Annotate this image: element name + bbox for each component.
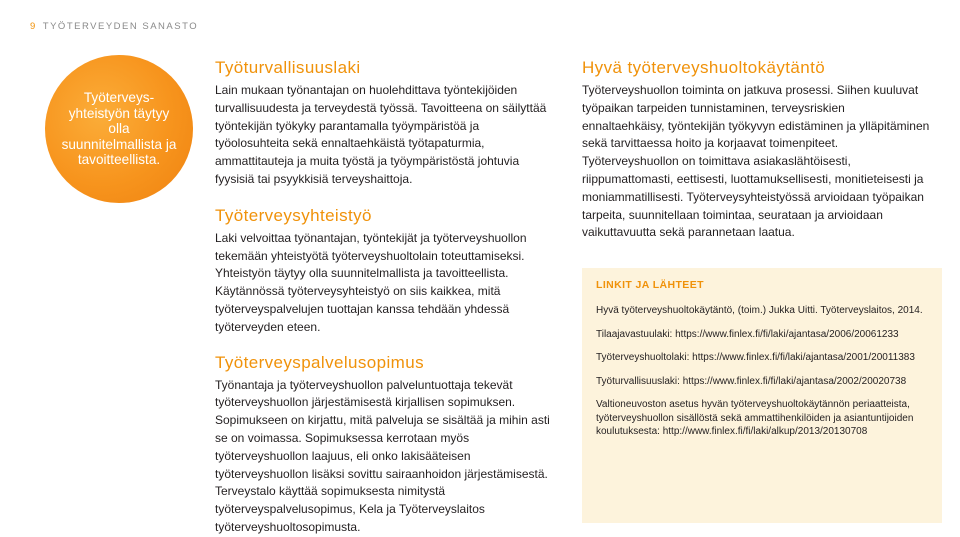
page-header bbox=[30, 21, 198, 32]
heading-tyoturvallisuuslaki: Työturvallisuuslaki bbox=[215, 58, 361, 77]
right-column bbox=[582, 58, 930, 242]
link-item-tyoturvallisuuslaki[interactable]: Työturvallisuuslaki: https://www.finlex.fi/fi/laki/ajantasa/2002/20020738 bbox=[596, 375, 907, 387]
link-item-tyoterveyshuoltolaki[interactable]: Työterveyshuoltolaki: https://www.finlex.fi/fi/laki/ajantasa/2001/20011383 bbox=[596, 352, 915, 363]
links-list bbox=[596, 304, 936, 449]
highlight-circle bbox=[45, 55, 193, 203]
body-tyoturvallisuuslaki: Lain mukaan työnantajan on huolehdittava työntekijöiden turvallisuudesta ja terveydestä työssä. Tavoitteena on säilyttää työntekijän työkyky parantamalla työympäristöä ja työolosuhteita sekä ennaltaehkäistä työtapaturmia, ammattitauteja ja muita työstä ja työympäristöstä johtuvia fyysisiä tai psyykkisiä terveyshaittoja. bbox=[215, 83, 547, 186]
highlight-text: Työterveys-yhteistyön täytyy olla suunnitelmallista ja tavoitteellista. bbox=[61, 90, 177, 168]
body-tyoterveyspalvelusopimus: Työnantaja ja työterveyshuollon palveluntuottaja tekevät työterveyshuollon järjestämisestä kirjallisen sopimuksen. Sopimukseen on kirjattu, mitä palveluja se sisältää ja mihin asti se on voimassa. Sopimuksessa kerrotaan myös työterveyshuollon laajuus, eli onko lakisääteisen työterveyshuollon lisäksi sovittu sairaanhoidon järjestämisestä. Terveystalo käyttää sopimuksesta nimitystä työterveyspalvelusopimus, Kela ja Työterveyslaitos työterveyshuoltosopimusta. bbox=[215, 377, 550, 534]
link-item-hyva-kaytanto[interactable]: Hyvä työterveyshuoltokäytäntö, (toim.) Jukka Uitti. Työterveyslaitos, 2014. bbox=[596, 305, 923, 316]
middle-column bbox=[215, 58, 550, 537]
link-item-tilaajavastuulaki[interactable]: Tilaajavastuulaki: https://www.finlex.fi/fi/laki/ajantasa/2006/20061233 bbox=[596, 328, 899, 340]
body-tyoterveysyhteistyo: Laki velvoittaa työnantajan, työntekijät ja työterveyshuollon tekemään yhteistyötä työterveyshuoltolain toteuttamiseksi. Yhteistyön täytyy olla suunnitelmallista ja tavoitteellista. Käytännössä työterveysyhteistyö on siis kaikkea, mitä työterveyspalvelujen tuottajan kanssa tehdään yhdessä työterveyden eteen. bbox=[215, 230, 527, 334]
page-number: 9 bbox=[30, 21, 37, 32]
heading-hyva-kaytanto: Hyvä työterveyshuoltokäytäntö bbox=[582, 58, 826, 77]
section-title: TYÖTERVEYDEN SANASTO bbox=[42, 21, 199, 32]
body-hyva-kaytanto: Työterveyshuollon toiminta on jatkuva prosessi. Siihen kuuluvat työpaikan tarpeiden tunnistaminen, terveysriskien ennaltaehkäisy, työntekijän työkyvyn edistäminen ja ylläpitäminen sekä tarvittaessa hoito ja korjaavat toimenpiteet. Työterveyshuollon on toimittava asiakaslähtöisesti, riippumattomasti, eettisesti, luottamuksellisesti, monitieteisesti ja moniammatillisesti. Työterveysyhteistyössä arvioidaan työpaikan tarpeita, suunnitellaan toimintaa, seurataan ja arvioidaan vaikuttavuutta sekä parannetaan laatua. bbox=[582, 83, 930, 240]
heading-tyoterveyspalvelusopimus: Työterveyspalvelusopimus bbox=[215, 352, 424, 372]
link-item-valtioneuvoston-asetus[interactable]: Valtioneuvoston asetus hyvän työterveyshuoltokäytännön periaatteista, työterveyshuollon sisällöstä sekä ammattihenkilöiden ja asiantuntijoiden koulutuksesta: http://www.finlex.fi/fi/laki/alkup/2013/20130708 bbox=[596, 399, 914, 437]
links-box bbox=[582, 268, 942, 523]
heading-tyoterveysyhteistyo: Työterveysyhteistyö bbox=[215, 205, 372, 225]
links-title: LINKIT JA LÄHTEET bbox=[596, 279, 704, 291]
